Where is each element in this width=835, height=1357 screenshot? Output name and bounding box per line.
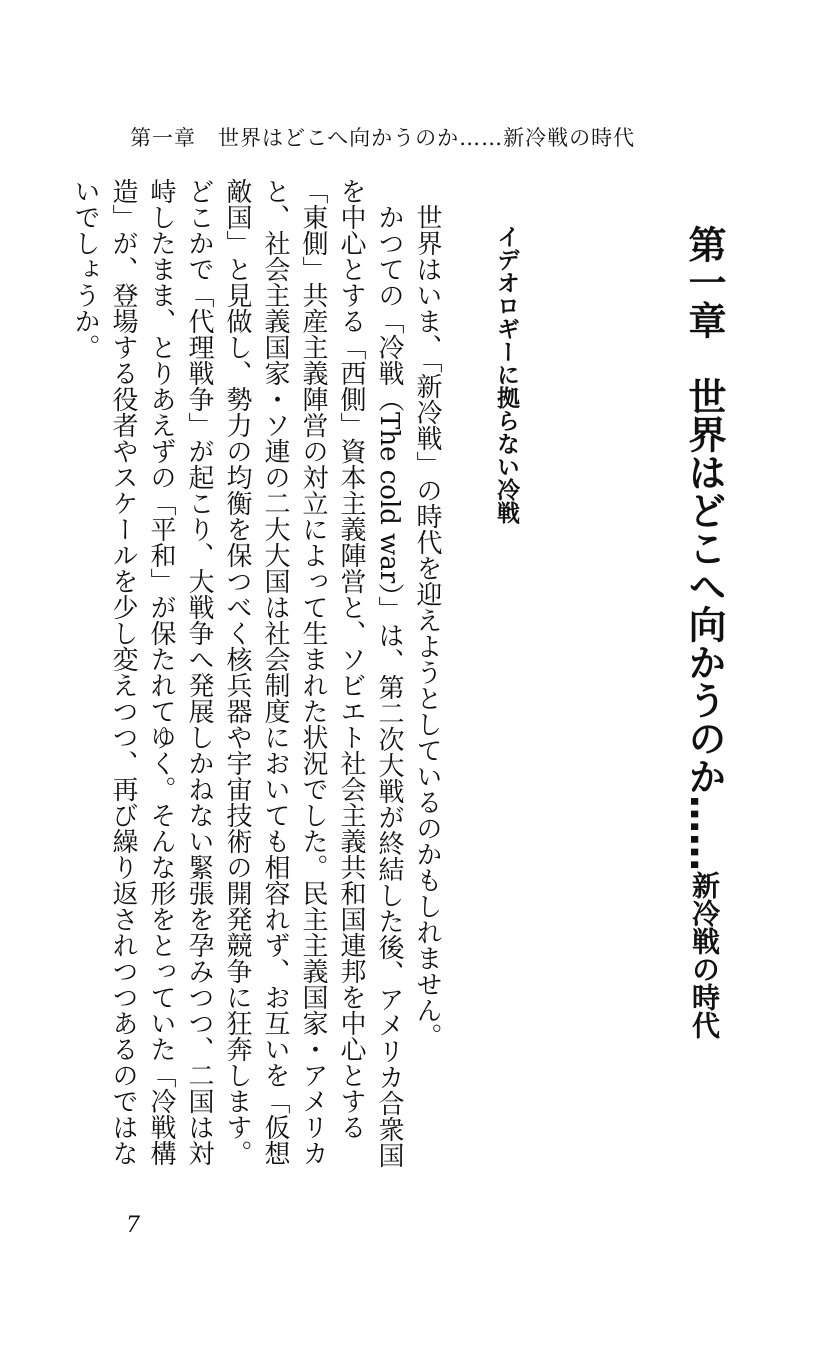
paragraph-2: かつての「冷戦（The cold war）」は、第二次大戦が終結した後、アメリカ合衆国を中心とする「西側」資本主義陣営と、ソビエト社会主義共和国連邦を中心とする「東側」共産主義陣営の対立によって生まれた状況でした。民主主義国家・アメリカと、社会主義国家・ソ連の二大大国は社会制度においても相容れず、お互いを「仮想敵国」と見做し、勢力の均衡を保つべく核兵器や宇宙技術の開発競争に狂奔します。どこかで「代理戦争」が起こり、大戦争へ発展しかねない緊張を孕みつつ、二国は対峙したまま、とりあえずの「平和」が保たれてゆく。そんな形をとっていた「冷戦構造」が、登場する役者やスケールを少し変えつつ、再び繰り返されつつあるのではないでしょうか。 [70, 178, 404, 1169]
page-number: 7 [126, 1213, 140, 1238]
chapter-subtitle: 新冷戦の時代 [688, 871, 721, 1039]
chapter-title-main: 第一章 世界はどこへ向かうのか…… [682, 225, 726, 871]
running-header: 第一章 世界はどこへ向かうのか……新冷戦の時代 [130, 126, 636, 150]
body-text [70, 178, 446, 1178]
chapter-title [676, 225, 732, 1039]
section-heading: イデオロギーに拠らない冷戦 [493, 225, 519, 524]
paragraph-1: 世界はいま、「新冷戦」の時代を迎えようとしているのかもしれません。 [412, 204, 442, 1049]
